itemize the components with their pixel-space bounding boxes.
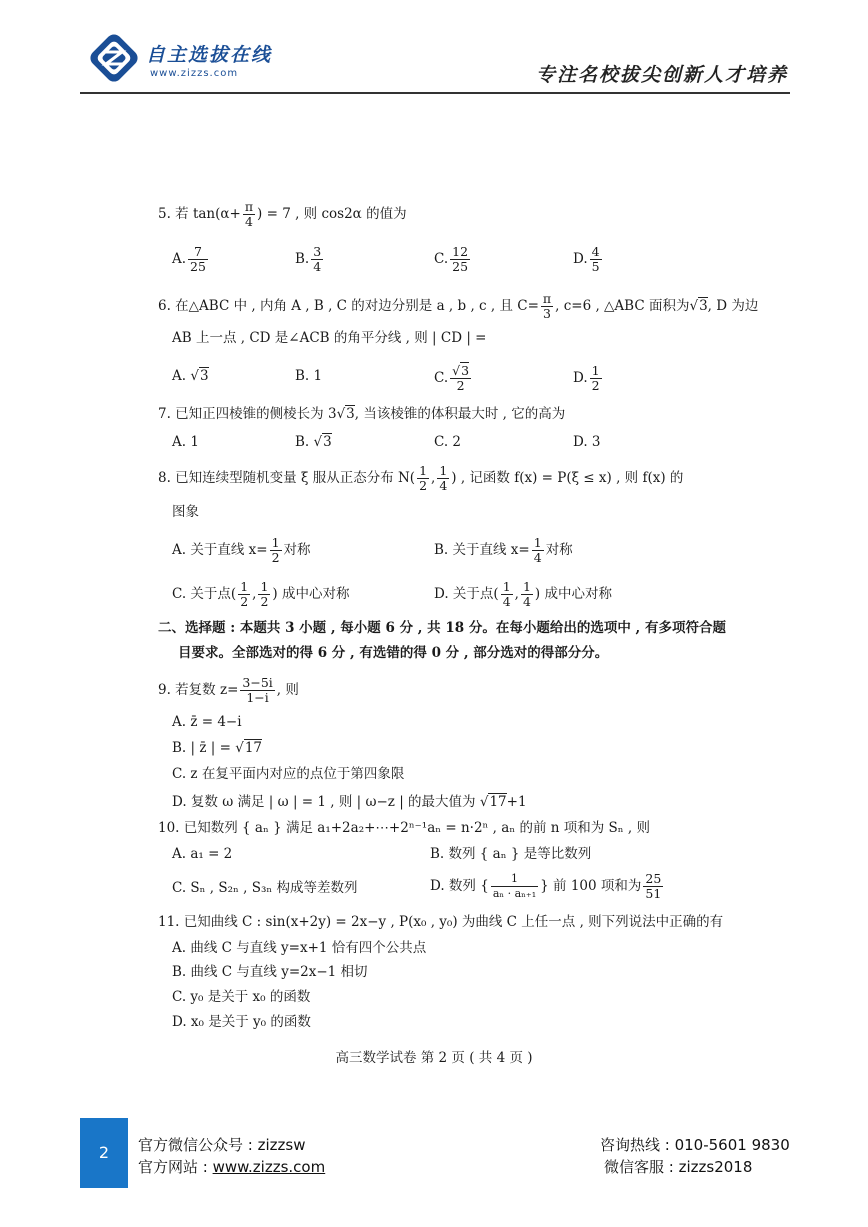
website-line: 官方网站 : www.zizzs.com — [138, 1158, 326, 1176]
question-5: 5. 若 tan(α+ $\frac{\pi}{4}$ ) = 7 , 则 cos2α 的值为 — [158, 199, 407, 229]
wechat-service: 微信客服 : zizzs2018 — [604, 1158, 753, 1176]
q6-option-c[interactable]: C. $\frac{√3}{2}$ — [434, 363, 470, 393]
q10-option-a[interactable]: A. a₁ = 2 — [172, 846, 233, 862]
question-10: 10. 已知数列 { aₙ } 满足 a₁+2a₂+⋯+2ⁿ⁻¹aₙ = n·2ⁿ , aₙ 的前 n 项和为 Sₙ , 则 — [158, 820, 650, 836]
q10-option-c[interactable]: C. Sₙ , S₂ₙ , S₃ₙ 构成等差数列 — [172, 880, 358, 896]
q11-option-d[interactable]: D. x₀ 是关于 y₀ 的函数 — [172, 1014, 311, 1030]
header-slogan: 专注名校拔尖创新人才培养 — [535, 64, 788, 86]
q5-option-c[interactable]: C. $\frac{12}{25}$ — [434, 244, 469, 274]
website-link[interactable]: www.zizzs.com — [212, 1158, 326, 1176]
q8-option-a[interactable]: A. 关于直线 x= $\frac{1}{2}$ 对称 — [172, 535, 311, 565]
page-number-badge: 2 — [80, 1118, 128, 1188]
q7-option-d[interactable]: D. 3 — [573, 434, 601, 450]
question-9: 9. 若复数 z= $\frac{3-5i}{1-i}$ , 则 — [158, 675, 299, 705]
q6-option-d[interactable]: D. $\frac{1}{2}$ — [573, 363, 600, 393]
q5-option-d[interactable]: D. $\frac{4}{5}$ — [573, 244, 600, 274]
q7-option-a[interactable]: A. 1 — [172, 434, 199, 450]
wechat-official: 官方微信公众号 : zizzsw — [138, 1136, 306, 1154]
q11-option-b[interactable]: B. 曲线 C 与直线 y=2x−1 相切 — [172, 964, 368, 980]
page-footer: 高三数学试卷 第 2 页 ( 共 4 页 ) — [335, 1050, 533, 1066]
question-11: 11. 已知曲线 C : sin(x+2y) = 2x−y , P(x₀ , y₀) 为曲线 C 上任一点 , 则下列说法中正确的有 — [158, 914, 724, 930]
q8-option-c[interactable]: C. 关于点( $\frac{1}{2}$ , $\frac{1}{2}$ ) 成中心对称 — [172, 579, 350, 609]
q11-option-a[interactable]: A. 曲线 C 与直线 y=x+1 恰有四个公共点 — [172, 940, 427, 956]
q10-option-b[interactable]: B. 数列 { aₙ } 是等比数列 — [430, 846, 592, 862]
q9-option-d[interactable]: D. 复数 ω 满足 | ω | = 1 , 则 | ω−z | 的最大值为 √17+1 — [172, 794, 527, 810]
question-6-line2: AB 上一点 , CD 是∠ACB 的角平分线 , 则 | CD | = — [172, 330, 487, 346]
q8-option-b[interactable]: B. 关于直线 x= $\frac{1}{4}$ 对称 — [434, 535, 573, 565]
question-7: 7. 已知正四棱锥的侧棱长为 3√3, 当该棱锥的体积最大时 , 它的高为 — [158, 406, 566, 422]
q9-option-c[interactable]: C. z 在复平面内对应的点位于第四象限 — [172, 766, 405, 782]
q5-option-a[interactable]: A. $\frac{7}{25}$ — [172, 244, 206, 274]
q6-option-b[interactable]: B. 1 — [295, 368, 323, 384]
question-8: 8. 已知连续型随机变量 ξ 服从正态分布 N( $\frac{1}{2}$ , $\frac{1}{4}$ ) , 记函数 f(x) = P(ξ ≤ x) , 则 f(x) 的 — [158, 463, 684, 493]
q5-option-b[interactable]: B. $\frac{3}{4}$ — [295, 244, 322, 274]
q6-option-a[interactable]: A. √3 — [172, 368, 209, 384]
q7-option-c[interactable]: C. 2 — [434, 434, 462, 450]
q10-option-d[interactable]: D. 数列 { $\frac{1}{\text{aₙ · aₙ₊₁}}$ } 前 100 项和为 $\frac{25}{51}$ — [430, 871, 662, 901]
q8-option-d[interactable]: D. 关于点( $\frac{1}{4}$ , $\frac{1}{4}$ ) 成中心对称 — [434, 579, 612, 609]
logo-name: 自主选拔在线 — [146, 44, 273, 66]
q9-option-b[interactable]: B. | z̄ | = √17 — [172, 740, 262, 756]
q9-option-a[interactable]: A. z̄ = 4−i — [172, 714, 242, 730]
q7-option-b[interactable]: B. √3 — [295, 434, 332, 450]
question-6: 6. 在△ABC 中 , 内角 A , B , C 的对边分别是 a , b , c , 且 C= $\frac{\pi}{3}$ , c=6 , △ABC 面积为√3, D 为边 — [158, 291, 759, 321]
section-2-heading-line2: 目要求。全部选对的得 6 分 , 有选错的得 0 分 , 部分选对的得部分分。 — [178, 645, 609, 661]
hotline: 咨询热线 : 010-5601 9830 — [600, 1136, 790, 1154]
question-8-line2: 图象 — [172, 504, 199, 520]
logo-url: www.zizzs.com — [150, 68, 239, 79]
section-2-heading: 二、选择题 : 本题共 3 小题 , 每小题 6 分 , 共 18 分。在每小题给出的选项中 , 有多项符合题 — [158, 620, 726, 636]
q11-option-c[interactable]: C. y₀ 是关于 x₀ 的函数 — [172, 989, 311, 1005]
